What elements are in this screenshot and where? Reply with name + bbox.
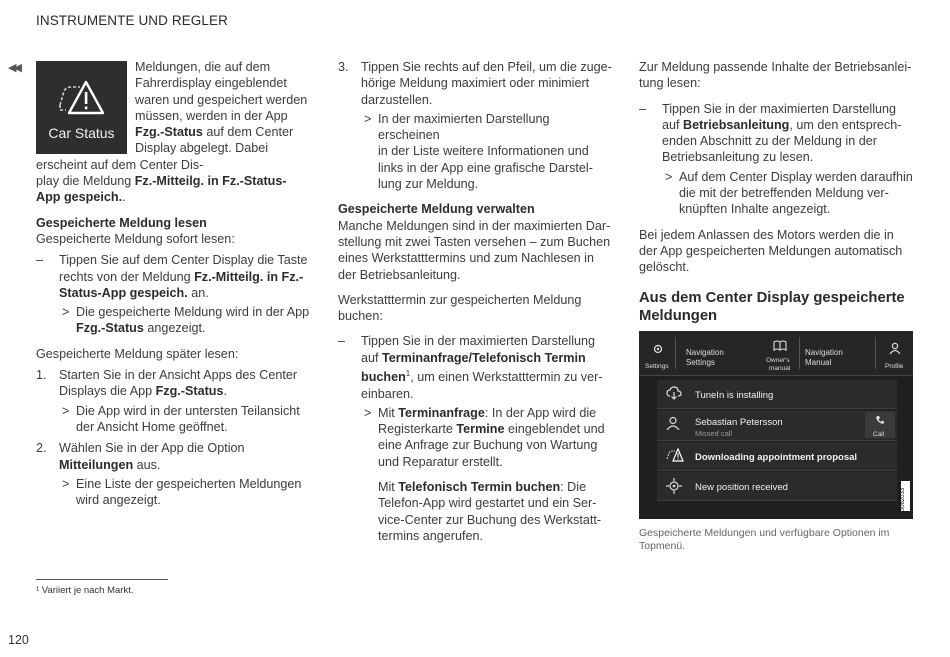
section-heading: Aus dem Center Display gespeicherte Meldungen (639, 289, 905, 324)
phone-icon (875, 415, 885, 425)
result-item: > Die gespeicherte Meldung wird in der App Fzg.-Status angezeigt. (62, 305, 310, 336)
result-item: > In der maximierten Darstellung erscheinen in der Liste weitere Informationen und links in der App eine grafische Darstel- lung zur Meldung. (364, 111, 593, 192)
footnote: ¹ Variiert je nach Markt. (36, 585, 134, 596)
read-now-text: Gespeicherte Meldung sofort lesen: (36, 231, 235, 246)
list-item: – Tippen Sie in der maximierten Darstellung auf Betriebsanleitung, um den entsprech- enden Abschnitt zu der Meldung in der Betriebsanleitung zu lesen. (639, 101, 902, 165)
message-row[interactable]: TuneIn is installing (657, 380, 897, 409)
profile-icon (889, 342, 901, 354)
car-warning-icon (666, 448, 684, 462)
car-status-label: Car Status (48, 124, 115, 141)
list-item: 1. Starten Sie in der Ansicht Apps des Center Displays die App Fzg.-Status. (36, 368, 298, 399)
person-icon (666, 416, 680, 430)
page-number: 120 (8, 633, 29, 647)
manual-intro: Zur Meldung passende Inhalte der Betriebsanlei- tung lesen: (639, 60, 912, 91)
list-item: – Tippen Sie in der maximierten Darstellung auf Terminanfrage/Telefonisch Termin buchen$^1$, um einen Werkstatttermin zu ver- einbaren. (338, 334, 603, 401)
heading-manage-message: Gespeicherte Meldung verwalten (338, 202, 535, 217)
heading-read-message: Gespeicherte Meldung lesen (36, 215, 207, 230)
column-1 (36, 59, 314, 508)
navigation-settings-button[interactable]: Navigation Settings (686, 347, 724, 367)
running-header: INSTRUMENTE UND REGLER (36, 13, 228, 28)
workshop-paragraph: Werkstatttermin zur gespeicherten Meldung buchen: (338, 292, 582, 324)
settings-button[interactable]: Settings (639, 331, 675, 375)
settings-icon (652, 343, 664, 355)
navigation-manual-button[interactable]: Navigation Manual (805, 347, 843, 367)
result-item: > Die App wird in der untersten Teilansicht der Ansicht Home geöffnet. (62, 403, 300, 434)
message-row[interactable]: Sebastian Petersson Missed call Call (657, 410, 897, 441)
footnote-divider (36, 579, 168, 580)
message-row[interactable]: New position received (657, 472, 897, 501)
position-icon (666, 478, 682, 494)
cloud-download-icon (666, 386, 682, 400)
back-double-arrow-icon[interactable]: ◀◀ (8, 62, 19, 74)
figure-caption: Gespeicherte Meldungen und verfügbare Optionen im Topmenü. (639, 526, 890, 553)
message-row[interactable]: Downloading appointment proposal (657, 442, 897, 471)
result-item: > Mit Terminanfrage: In der App wird die Registerkarte Termine eingeblendet und eine Anfrage zur Buchung von Wartung und Reparatur erstellt. (364, 405, 605, 469)
image-id-tag: G062033 (901, 481, 910, 511)
owners-manual-button[interactable]: Owner's manual (761, 331, 799, 375)
read-later-text: Gespeicherte Meldung später lesen: (36, 346, 239, 361)
manage-paragraph: Manche Meldungen sind in der maximierten Dar- stellung mit zwei Tasten versehen – zum Buchen eines Werkstatttermins und zum Nachlesen in der Betriebsanleitung. (338, 218, 611, 282)
car-status-image (36, 61, 127, 154)
column-2 (338, 59, 614, 544)
call-button[interactable]: Call (865, 412, 895, 438)
result-item: > Auf dem Center Display werden daraufhin die mit der betreffenden Meldung ver- knüpften Inhalte angezeigt. (665, 169, 913, 217)
top-menu (639, 331, 913, 376)
book-icon (773, 340, 787, 351)
result-item: > Eine Liste der gespeicherten Meldungen wird angezeigt. (62, 476, 302, 508)
delete-paragraph: Bei jedem Anlassen des Motors werden die in der App gespeicherten Meldungen automatisch gelöscht. (639, 227, 903, 275)
car-warning-icon (58, 79, 104, 117)
result-item: Mit Telefonisch Termin buchen: Die Telefon-App wird gestartet und ein Ser- vice-Center zur Buchung des Werkstatt- termins angerufen. (378, 480, 602, 543)
center-display-screenshot (639, 331, 913, 519)
intro-paragraph: Meldungen, die auf dem Fahrerdisplay eingeblendet waren und gespeichert werden müssen, werden in der App Fzg.-Status auf dem Center Display abgelegt. Dabei erscheint auf dem Center Dis- play die Meldung Fz.-Mitteilg. in Fz.-Status- App gespeich.. (36, 60, 308, 205)
column-3 (639, 59, 915, 554)
profile-button[interactable]: Profile (877, 331, 913, 375)
list-item: – Tippen Sie auf dem Center Display die Taste rechts von der Meldung Fz.-Mitteilg. in Fz.- Status-App gespeich. an. (36, 253, 308, 300)
list-item: 3. Tippen Sie rechts auf den Pfeil, um die zuge- hörige Meldung maximiert oder minimiert darzustellen. (338, 60, 612, 107)
list-item: 2. Wählen Sie in der App die Option Mitteilungen aus. (36, 441, 245, 472)
